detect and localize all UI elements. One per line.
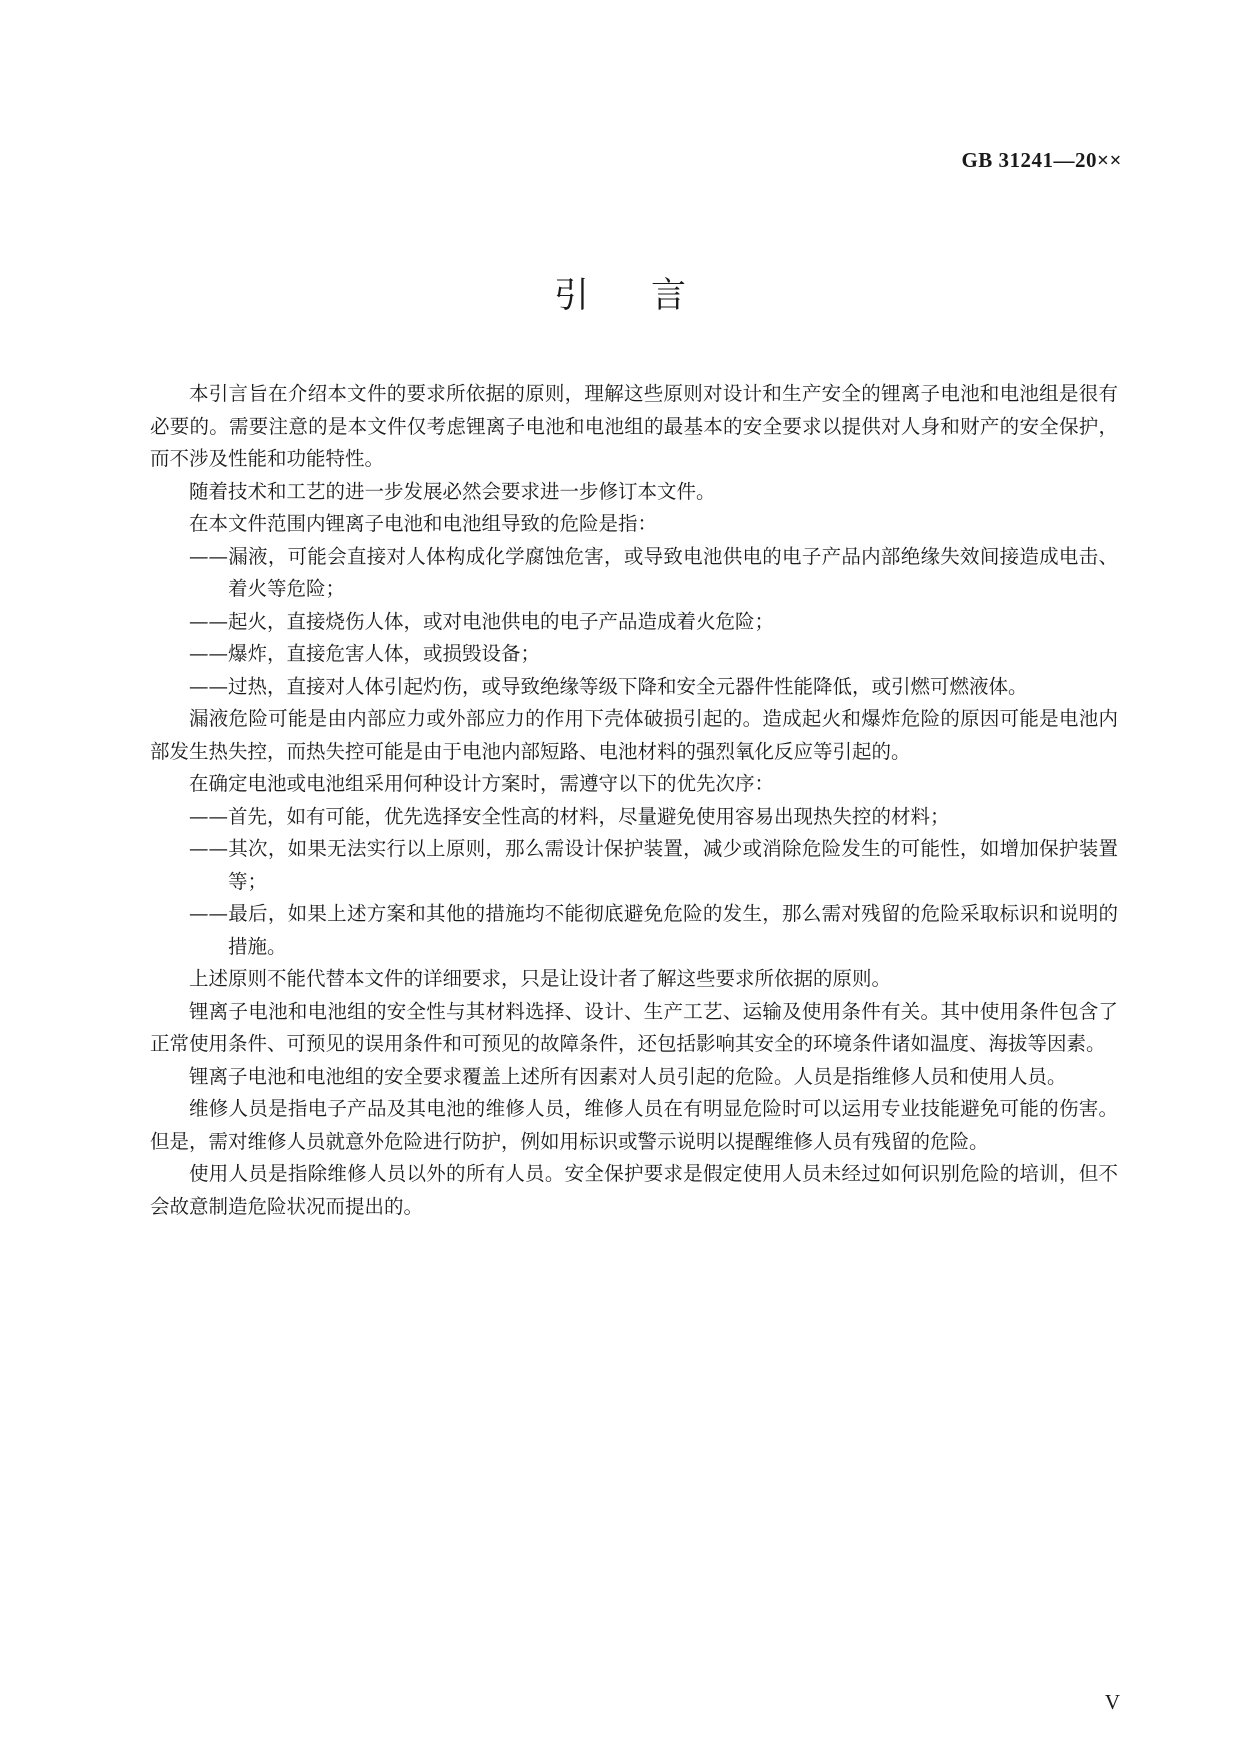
list-item: ——起火，直接烧伤人体，或对电池供电的电子产品造成着火危险； bbox=[189, 609, 775, 633]
paragraph: 漏液危险可能是由内部应力或外部应力的作用下壳体破损引起的。造成起火和爆炸危险的原因可能是电池内部发生热失控，而热失控可能是由于电池内部短路、电池材料的强烈氧化反应等引起的。 bbox=[150, 707, 1118, 763]
paragraph: 本引言旨在介绍本文件的要求所依据的原则，理解这些原则对设计和生产安全的锂离子电池和电池组是很有必要的。需要注意的是本文件仅考虑锂离子电池和电池组的最基本的安全要求以提供对人身和财产的安全保护，而不涉及性能和功能特性。 bbox=[150, 382, 1118, 470]
list-item: ——首先，如有可能，优先选择安全性高的材料，尽量避免使用容易出现热失控的材料； bbox=[189, 804, 950, 828]
paragraph: 锂离子电池和电池组的安全性与其材料选择、设计、生产工艺、运输及使用条件有关。其中使用条件包含了正常使用条件、可预见的误用条件和可预见的故障条件，还包括影响其安全的环境条件诸如温度、海拔等因素。 bbox=[150, 999, 1118, 1055]
standard-number: GB 31241—20×× bbox=[961, 148, 1122, 172]
paragraph: 在本文件范围内锂离子电池和电池组导致的危险是指： bbox=[189, 512, 658, 535]
paragraph: 上述原则不能代替本文件的详细要求，只是让设计者了解这些要求所依据的原则。 bbox=[189, 967, 892, 990]
page-title: 引言 bbox=[553, 276, 748, 316]
paragraph: 锂离子电池和电池组的安全要求覆盖上述所有因素对人员引起的危险。人员是指维修人员和使用人员。 bbox=[189, 1064, 1067, 1088]
body-text bbox=[150, 378, 1118, 1223]
list-item: ——其次，如果无法实行以上原则，那么需设计保护装置，减少或消除危险发生的可能性，如增加保护装置等； bbox=[189, 837, 1118, 893]
list-item: ——爆炸，直接危害人体，或损毁设备； bbox=[189, 642, 541, 665]
list-item: ——漏液，可能会直接对人体构成化学腐蚀危害，或导致电池供电的电子产品内部绝缘失效间接造成电击、着火等危险； bbox=[189, 544, 1118, 600]
list-item: ——过热，直接对人体引起灼伤，或导致绝缘等级下降和安全元器件性能降低，或引燃可燃液体。 bbox=[189, 674, 1028, 698]
paragraph: 使用人员是指除维修人员以外的所有人员。安全保护要求是假定使用人员未经过如何识别危险的培训，但不会故意制造危险状况而提出的。 bbox=[150, 1162, 1118, 1218]
paragraph: 维修人员是指电子产品及其电池的维修人员，维修人员在有明显危险时可以运用专业技能避免可能的伤害。但是，需对维修人员就意外危险进行防护，例如用标识或警示说明以提醒维修人员有残留的危险。 bbox=[150, 1097, 1118, 1153]
page-number: V bbox=[1104, 1690, 1120, 1714]
paragraph: 随着技术和工艺的进一步发展必然会要求进一步修订本文件。 bbox=[189, 479, 716, 503]
list-item: ——最后，如果上述方案和其他的措施均不能彻底避免危险的发生，那么需对残留的危险采取标识和说明的措施。 bbox=[189, 902, 1118, 958]
paragraph: 在确定电池或电池组采用何种设计方案时，需遵守以下的优先次序： bbox=[189, 772, 775, 795]
